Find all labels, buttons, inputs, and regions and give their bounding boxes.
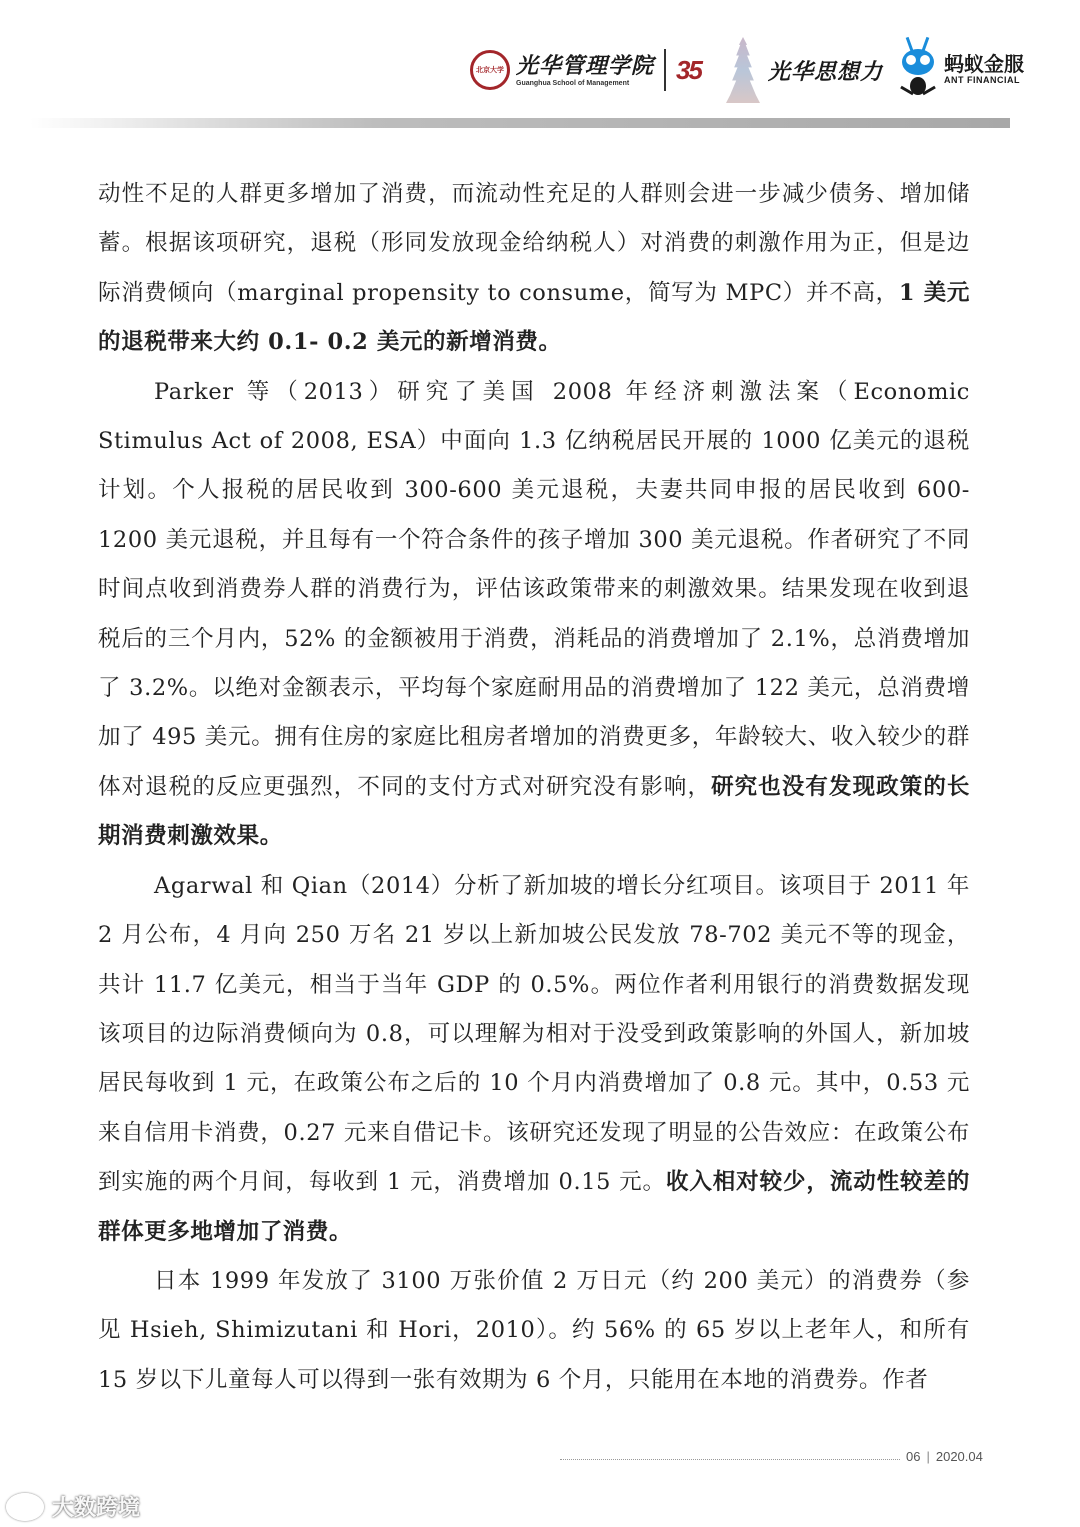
guanghua-name-cn: 光华管理学院 bbox=[516, 52, 655, 79]
paragraph-3 bbox=[98, 862, 970, 1257]
paragraph-2-text: Parker 等（2013）研究了美国 2008 年经济刺激法案（Economic Stimulus Act of 2008, ESA）中面向 1.3 亿纳税居民开展的 1000 亿美元的退税计划。个人报税的居民收到 300-600 美元退税，夫妻共同申报的居民收到 600-1200 美元退税，并且每有一个符合条件的孩子增加 300 美元退税。作者研究了不同时间点收到消费券人群的消费行为，评估该政策带来的刺激效果。结果发现在收到退税后的三个月内，52% 的金额被用于消费，消耗品的消费增加了 2.1%，总消费增加了 3.2%。以绝对金额表示，平均每个家庭耐用品的消费增加了 122 美元，总消费增加了 495 美元。拥有住房的家庭比租房者增加的消费更多，年龄较大、收入较少的群体对退税的反应更强烈，不同的支付方式对研究没有影响， bbox=[98, 378, 970, 800]
paragraph-1-bold: 1 美元的退税带来大约 0.1- 0.2 美元的新增消费。 bbox=[98, 279, 970, 356]
paragraph-2 bbox=[98, 368, 970, 862]
ant-mascot-icon bbox=[896, 37, 940, 101]
paragraph-3-bold: 收入相对较少，流动性较差的群体更多地增加了消费。 bbox=[98, 1169, 970, 1245]
paragraph-4-text: 日本 1999 年发放了 3100 万张价值 2 万日元（约 200 美元）的消费券（参见 Hsieh, Shimizutani 和 Hori，2010）。约 56% 的 65 岁以上老年人，和所有 15 岁以下儿童每人可以得到一张有效期为 6 个月，只能用在本地的消费券。作者 bbox=[98, 1267, 970, 1393]
paragraph-2-bold: 研究也没有发现政策的长期消费刺激效果。 bbox=[98, 773, 970, 850]
paragraph-1 bbox=[98, 170, 970, 368]
article-body bbox=[98, 170, 970, 1405]
issue-date: 2020.04 bbox=[935, 1449, 983, 1464]
header-rule bbox=[30, 118, 1010, 128]
seal-text: 北京大学 bbox=[476, 65, 504, 74]
watermark-text: 大数跨境 bbox=[52, 1496, 141, 1521]
guanghua-name-en: Guanghua School of Management bbox=[516, 79, 630, 87]
pku-seal-icon bbox=[470, 50, 510, 90]
anniversary-35-logo: 35 bbox=[676, 54, 701, 85]
pagoda-icon bbox=[726, 37, 760, 103]
ant-name-en: ANT FINANCIAL bbox=[944, 75, 1020, 85]
guanghua-logo bbox=[470, 40, 701, 100]
ant-name-cn: 蚂蚁金服 bbox=[944, 52, 1024, 76]
footer-rule bbox=[560, 1459, 900, 1460]
guanghua-text bbox=[516, 54, 654, 87]
ghsx-logo bbox=[726, 40, 883, 100]
watermark-icon bbox=[6, 1493, 44, 1521]
page-header bbox=[0, 0, 1080, 130]
footer-separator: | bbox=[926, 1449, 930, 1464]
watermark bbox=[6, 1491, 140, 1522]
page-number: 06 bbox=[906, 1449, 921, 1464]
paragraph-1-text: 动性不足的人群更多增加了消费，而流动性充足的人群则会进一步减少债务、增加储蓄。根据该项研究，退税（形同发放现金给纳税人）对消费的刺激作用为正，但是边际消费倾向（marginal propensity to consume，简写为 MPC）并不高， bbox=[98, 181, 970, 306]
paragraph-4 bbox=[98, 1257, 970, 1405]
ant-financial-logo bbox=[896, 34, 1024, 104]
page-footer bbox=[906, 1449, 983, 1464]
ghsx-title: 光华思想力 bbox=[768, 58, 884, 85]
paragraph-3-text: Agarwal 和 Qian（2014）分析了新加坡的增长分红项目。该项目于 2011 年 2 月公布，4 月向 250 万名 21 岁以上新加坡公民发放 78-702 美元不等的现金，共计 11.7 亿美元，相当于当年 GDP 的 0.5%。两位作者利用银行的消费数据发现该项目的边际消费倾向为 0.8，可以理解为相对于没受到政策影响的外国人，新加坡居民每收到 1 元，在政策公布之后的 10 个月内消费增加了 0.8 元。其中，0.53 元来自信用卡消费，0.27 元来自借记卡。该研究还发现了明显的公告效应：在政策公布到实施的两个月间，每收到 1 元，消费增加 0.15 元。 bbox=[98, 872, 970, 1196]
logo-divider bbox=[664, 49, 666, 91]
ant-text bbox=[944, 53, 1024, 85]
